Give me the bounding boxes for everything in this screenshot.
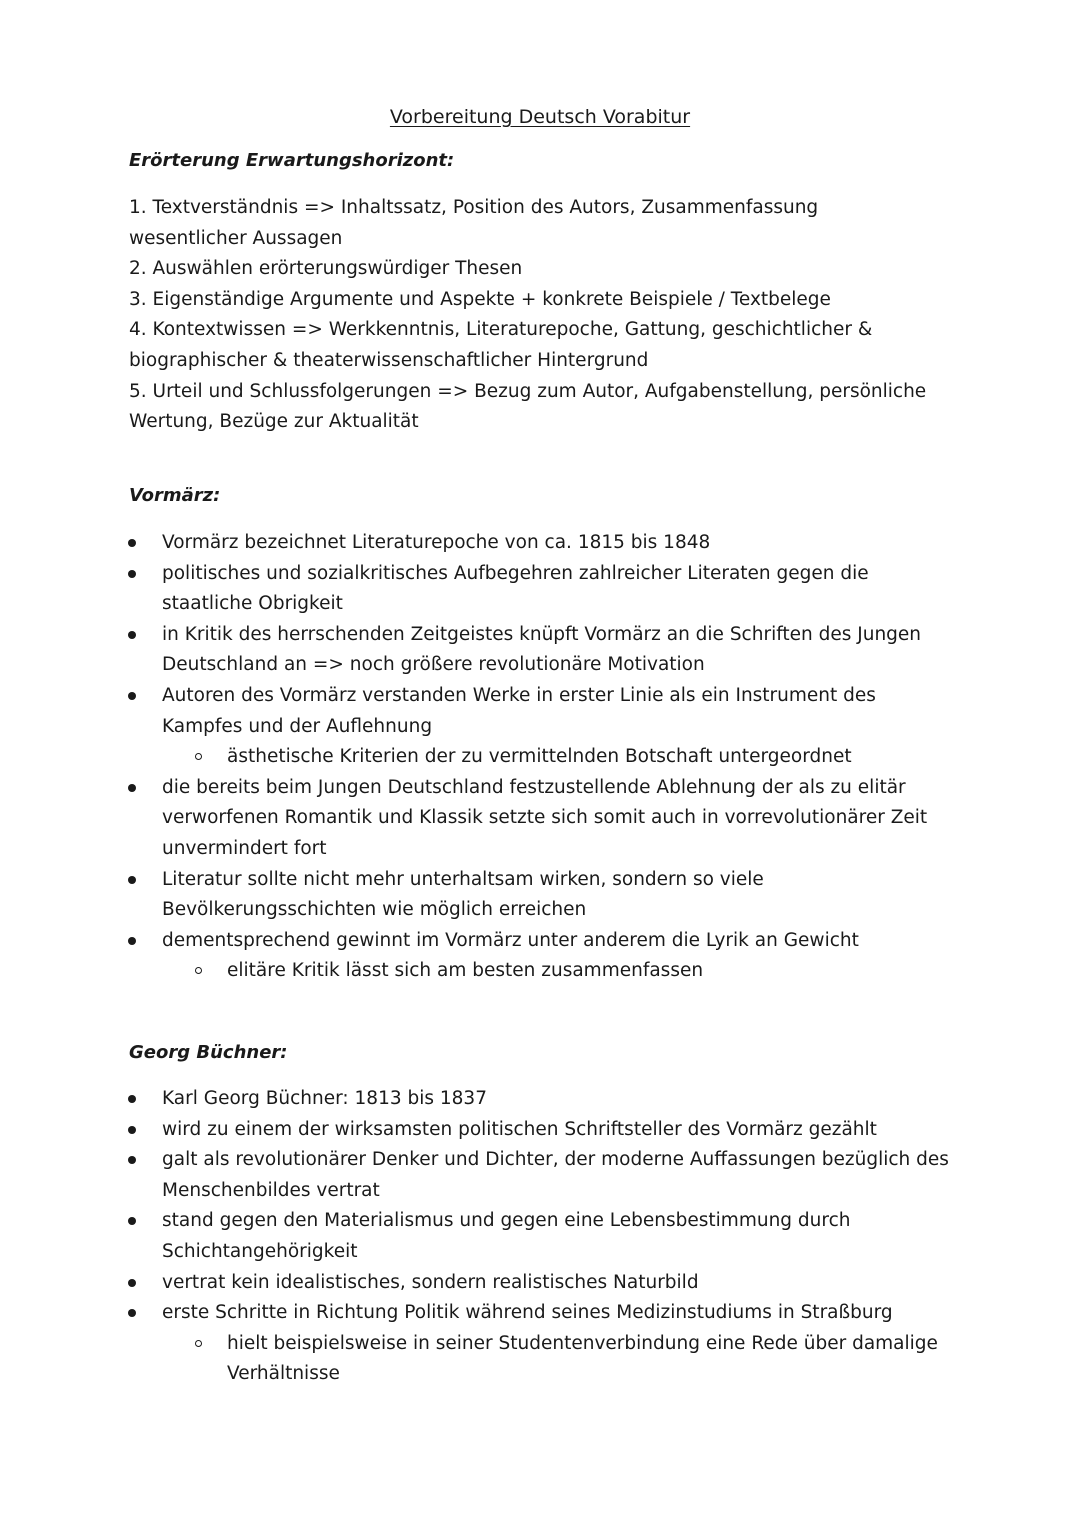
list-item: [0, 1268, 1080, 1299]
list-item-text: politisches und sozialkritisches Aufbegehren zahlreicher Literaten gegen die staatliche Obrigkeit: [162, 562, 869, 615]
list-item-text: stand gegen den Materialismus und gegen eine Lebensbestimmung durch Schichtangehörigkeit: [162, 1210, 851, 1262]
list-item-text: wird zu einem der wirksamsten politischen Schriftsteller des Vormärz gezählt: [162, 1118, 877, 1140]
list-item-text: vertrat kein idealistisches, sondern realistisches Naturbild: [162, 1271, 699, 1293]
bullet-dot-icon: [128, 937, 136, 945]
list-item-text: die bereits beim Jungen Deutschland festzustellende Ablehnung der als zu elitär verworfenen Romantik und Klassik setzte sich somit auch in vorrevolutionärer Zeit unvermindert fort: [162, 776, 928, 859]
bullet-dot-icon: [128, 784, 136, 792]
list-item: [0, 681, 1080, 742]
list-item: [0, 1145, 1080, 1206]
eroerterung-list: [129, 193, 929, 438]
bullet-circle-icon: [195, 967, 202, 974]
bullet-dot-icon: [128, 1156, 136, 1164]
eroerterung-item-2: 2. Auswählen erörterungswürdiger Thesen: [129, 258, 523, 280]
section-heading-vormaerz: Vormärz:: [129, 485, 221, 506]
list-item-text: Karl Georg Büchner: 1813 bis 1837: [162, 1088, 487, 1109]
list-item-text: erste Schritte in Richtung Politik während seines Medizinstudiums in Straßburg: [162, 1302, 893, 1324]
list-item: [0, 865, 1080, 926]
bullet-dot-icon: [128, 692, 136, 700]
bullet-dot-icon: [128, 570, 136, 578]
list-item-text: galt als revolutionärer Denker und Dichter, der moderne Auffassungen bezüglich des Menschenbildes vertrat: [162, 1149, 949, 1201]
bullet-dot-icon: [128, 1217, 136, 1225]
list-item-text: dementsprechend gewinnt im Vormärz unter anderem die Lyrik an Gewicht: [162, 929, 859, 951]
eroerterung-item-4: 4. Kontextwissen => Werkkenntnis, Literaturepoche, Gattung, geschichtlicher & biographischer & theaterwissenschaftlicher Hintergrund: [129, 319, 873, 371]
bullet-dot-icon: [128, 1279, 136, 1287]
list-item: [0, 620, 1080, 681]
eroerterung-item-5: 5. Urteil und Schlussfolgerungen => Bezug zum Autor, Aufgabenstellung, persönliche Wertung, Bezüge zur Aktualität: [129, 380, 927, 433]
bullet-dot-icon: [128, 1309, 136, 1317]
eroerterung-item-1: 1. Textverständnis => Inhaltssatz, Position des Autors, Zusammenfassung wesentlicher Aussagen: [129, 197, 819, 249]
bullet-dot-icon: [128, 1126, 136, 1134]
list-item: [0, 773, 1080, 865]
list-item: [0, 528, 1080, 559]
list-item-text: elitäre Kritik lässt sich am besten zusammenfassen: [227, 960, 704, 982]
list-item: [0, 1298, 1080, 1329]
vormaerz-list: [0, 528, 1080, 987]
list-item: [0, 1084, 1080, 1115]
bullet-dot-icon: [128, 539, 136, 547]
buechner-list: [0, 1084, 1080, 1390]
sub-list-item: [0, 1329, 1080, 1390]
list-item: [0, 1206, 1080, 1267]
document-title: Vorbereitung Deutsch Vorabitur: [389, 106, 691, 128]
sub-list-item: [0, 742, 1080, 773]
list-item-text: Literatur sollte nicht mehr unterhaltsam wirken, sondern so viele Bevölkerungsschichten wie möglich erreichen: [162, 868, 764, 921]
list-item-text: Autoren des Vormärz verstanden Werke in erster Linie als ein Instrument des Kampfes und der Auflehnung: [162, 684, 876, 737]
list-item-text: Vormärz bezeichnet Literaturepoche von ca. 1815 bis 1848: [162, 532, 711, 553]
bullet-circle-icon: [195, 1340, 202, 1347]
list-item: [0, 926, 1080, 957]
bullet-dot-icon: [128, 631, 136, 639]
list-item: [0, 1115, 1080, 1146]
eroerterung-item-3: 3. Eigenständige Argumente und Aspekte + konkrete Beispiele / Textbelege: [129, 288, 831, 310]
list-item-text: ästhetische Kriterien der zu vermittelnden Botschaft untergeordnet: [227, 746, 852, 768]
list-item-text: in Kritik des herrschenden Zeitgeistes knüpft Vormärz an die Schriften des Jungen Deutschland an => noch größere revolutionäre Motivation: [162, 623, 922, 676]
sub-list-item: [0, 956, 1080, 987]
bullet-dot-icon: [128, 876, 136, 884]
bullet-circle-icon: [195, 753, 202, 760]
section-heading-buechner: Georg Büchner:: [129, 1042, 288, 1063]
list-item: [0, 559, 1080, 620]
bullet-dot-icon: [128, 1095, 136, 1103]
section-heading-eroerterung: Erörterung Erwartungshorizont:: [129, 150, 455, 171]
list-item-text: hielt beispielsweise in seiner Studentenverbindung eine Rede über damalige Verhältnisse: [227, 1332, 938, 1385]
